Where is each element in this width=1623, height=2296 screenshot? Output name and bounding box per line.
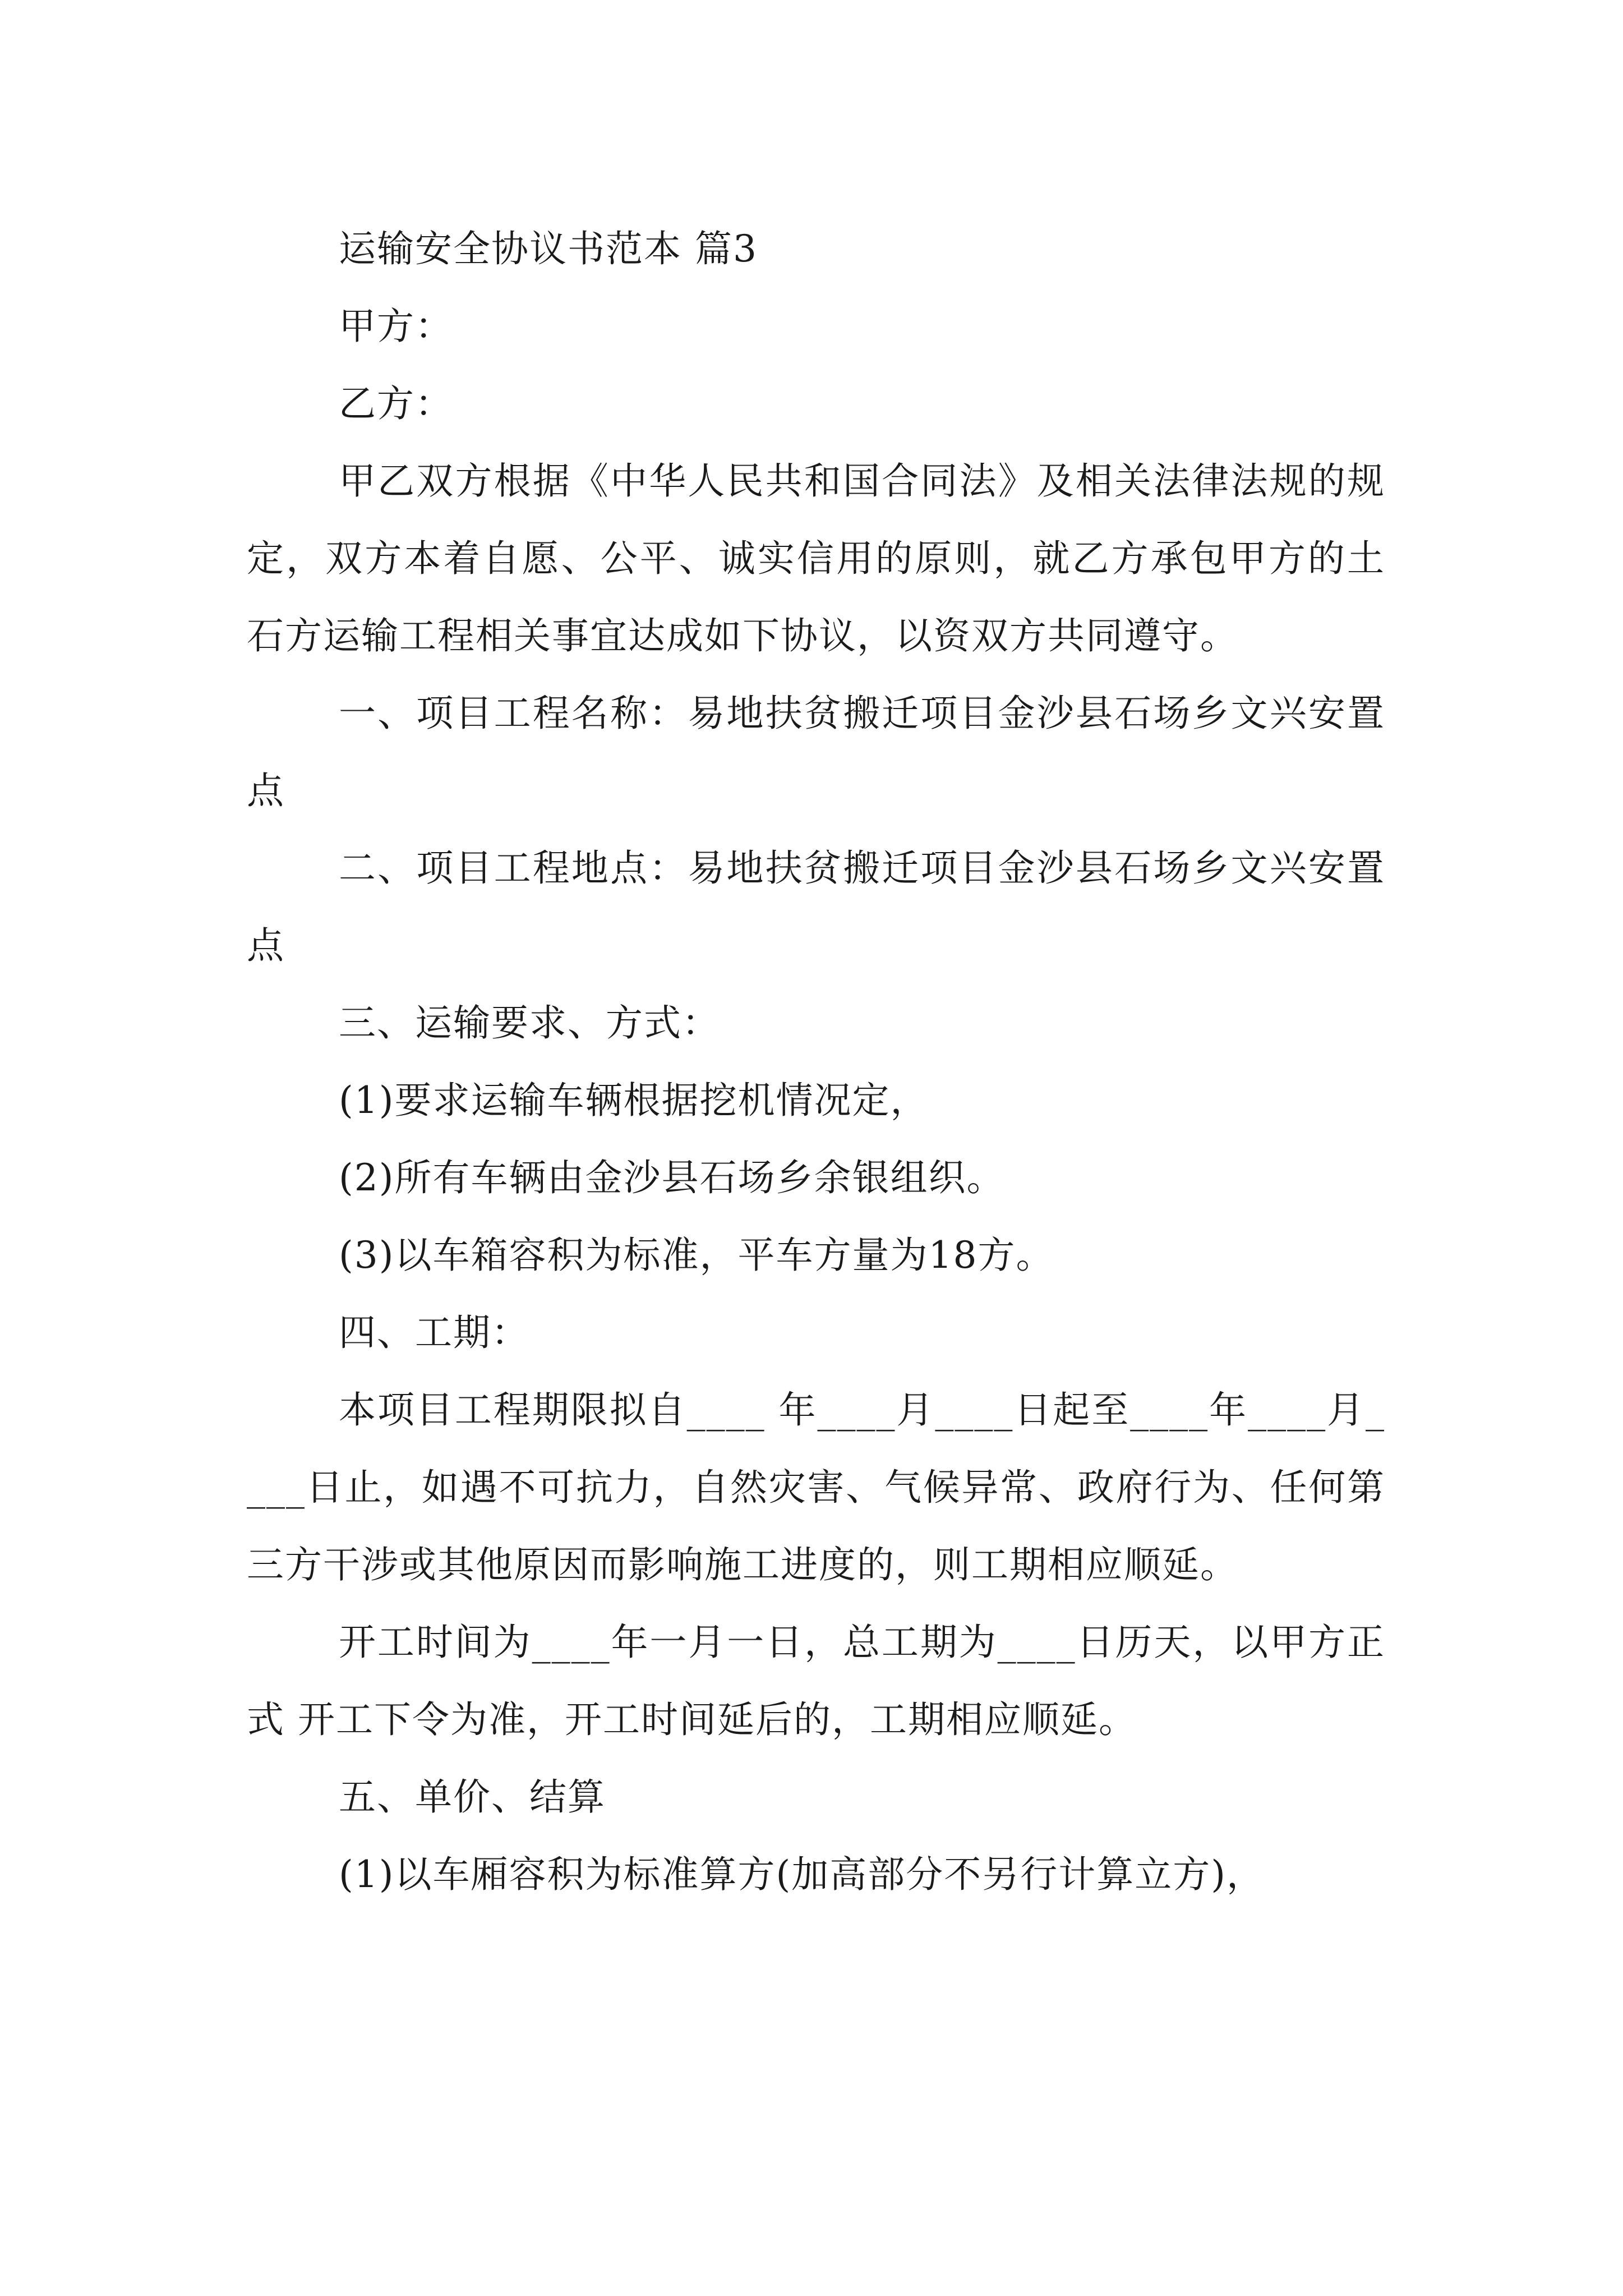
start-time-paragraph: 开工时间为____年一月一日，总工期为____日历天，以甲方正式 开工下令为准，开工时间延后的，工期相应顺延。 (247, 1621, 1385, 1741)
requirement-item-1: (1)要求运输车辆根据挖机情况定， (339, 1079, 929, 1122)
schedule-paragraph: 本项目工程期限拟自____ 年____月____日起至____年____月____日止，如遇不可抗力，自然灾害、气候异常、政府行为、任何第三方干涉或其他原因而影响施工进度的，则工期相应顺延。 (247, 1388, 1385, 1586)
party-a-label: 甲方： (339, 305, 453, 348)
transport-requirements-heading: 三、运输要求、方式： (339, 1001, 720, 1045)
pricing-heading: 五、单价、结算 (339, 1775, 606, 1819)
preamble-paragraph: 甲乙双方根据《中华人民共和国合同法》及相关法律法规的规定，双方本着自愿、公平、诚实信用的原则，就乙方承包甲方的土石方运输工程相关事宜达成如下协议，以资双方共同遵守。 (247, 459, 1385, 657)
project-name-clause: 一、项目工程名称：易地扶贫搬迁项目金沙县石场乡文兴安置点 (247, 692, 1385, 812)
document-body (247, 210, 1385, 1913)
project-location-clause: 二、项目工程地点：易地扶贫搬迁项目金沙县石场乡文兴安置点 (247, 846, 1385, 967)
requirement-item-2: (2)所有车辆由金沙县石场乡余银组织。 (339, 1156, 1005, 1199)
document-title: 运输安全协议书范本 篇3 (339, 227, 758, 270)
pricing-item-1: (1)以车厢容积为标准算方(加高部分不另行计算立方)， (339, 1853, 1265, 1896)
schedule-heading: 四、工期： (339, 1311, 529, 1354)
party-b-label: 乙方： (339, 382, 453, 425)
requirement-item-3: (3)以车箱容积为标准，平车方量为18方。 (339, 1234, 1054, 1277)
